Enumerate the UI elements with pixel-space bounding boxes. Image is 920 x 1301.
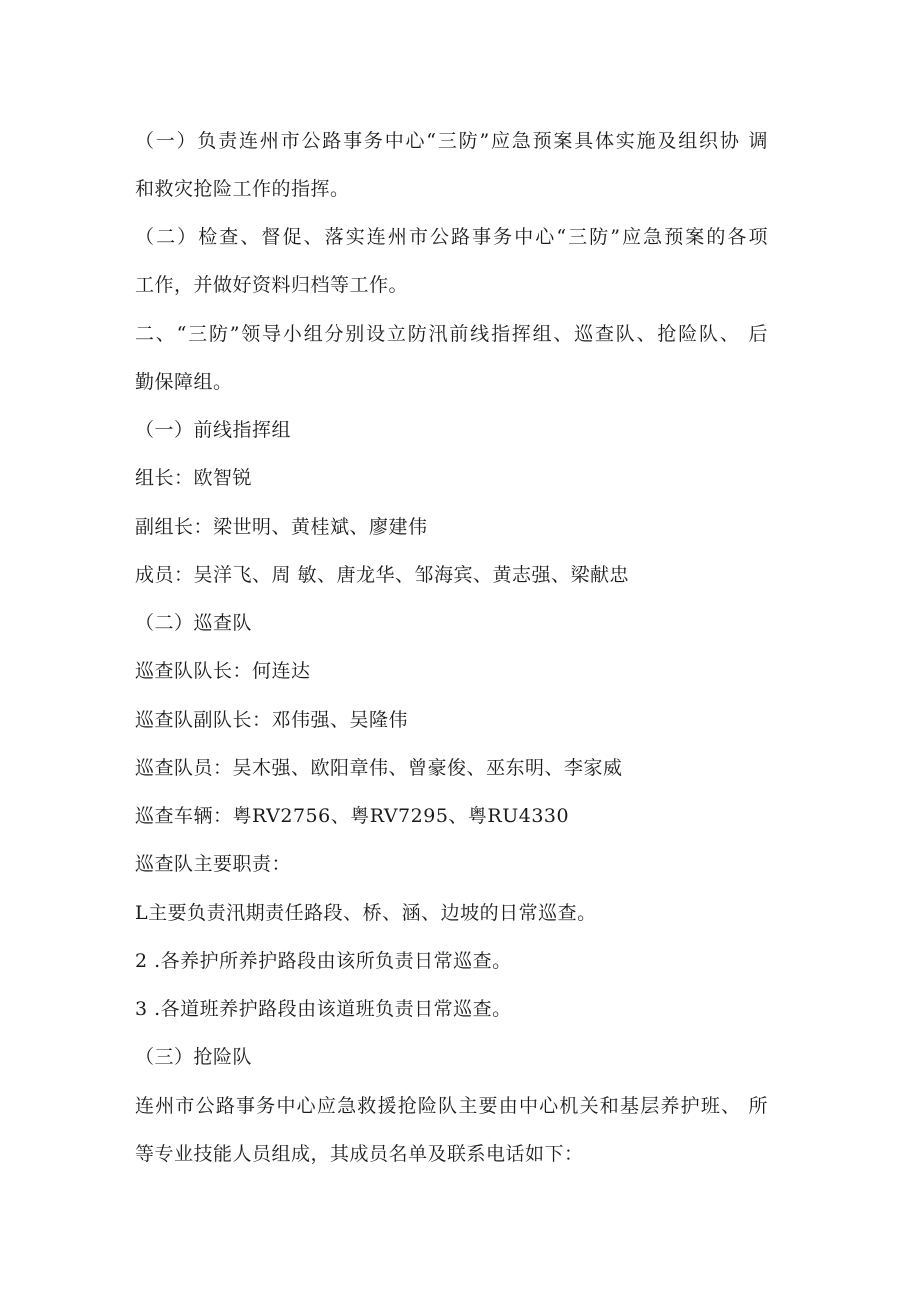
patrol-vice-captains: 巡查队副队长：邓伟强、吴隆伟 xyxy=(135,709,409,731)
paragraph-1-line-1: （一）负责连州市公路事务中心“三防”应急预案具体实施及组织协 调 xyxy=(135,130,768,152)
section-2-heading-line-1: 二、“三防”领导小组分别设立防汛前线指挥组、巡查队、抢险队、 后 xyxy=(135,323,768,345)
rescue-team-description-line-1: 连州市公路事务中心应急救援抢险队主要由中心机关和基层养护班、 所 xyxy=(135,1095,768,1117)
patrol-duty-1: L主要负责汛期责任路段、桥、涵、边坡的日常巡查。 xyxy=(135,902,597,924)
deputy-team-leaders: 副组长：梁世明、黄桂斌、廖建伟 xyxy=(135,516,428,538)
patrol-members: 巡查队员：吴木强、欧阳章伟、曾豪俊、巫东明、李家威 xyxy=(135,757,623,779)
patrol-duty-3: 3 .各道班养护路段由该道班负责日常巡查。 xyxy=(135,998,512,1020)
patrol-captain: 巡查队队长：何连达 xyxy=(135,660,311,682)
patrol-vehicles: 巡查车辆：粤RV2756、粤RV7295、粤RU4330 xyxy=(135,805,570,827)
section-2-heading-line-2: 勤保障组。 xyxy=(135,371,233,393)
paragraph-1-line-2: 和救灾抢险工作的指挥。 xyxy=(135,178,350,200)
paragraph-2-line-2: 工作，并做好资料归档等工作。 xyxy=(135,274,409,296)
subsection-frontline-command: （一）前线指挥组 xyxy=(135,419,292,441)
subsection-rescue-team: （三）抢险队 xyxy=(135,1046,253,1068)
subsection-patrol-team: （二）巡查队 xyxy=(135,612,253,634)
patrol-duties-heading: 巡查队主要职责： xyxy=(135,853,292,875)
paragraph-2-line-1: （二）检查、督促、落实连州市公路事务中心“三防”应急预案的各项 xyxy=(135,226,768,248)
rescue-team-description-line-2: 等专业技能人员组成，其成员名单及联系电话如下： xyxy=(135,1143,584,1165)
patrol-duty-2: 2 .各养护所养护路段由该所负责日常巡查。 xyxy=(135,950,512,972)
team-members: 成员：吴洋飞、周 敏、唐龙华、邹海宾、黄志强、梁献忠 xyxy=(135,564,630,586)
team-leader: 组长：欧智锐 xyxy=(135,467,253,489)
